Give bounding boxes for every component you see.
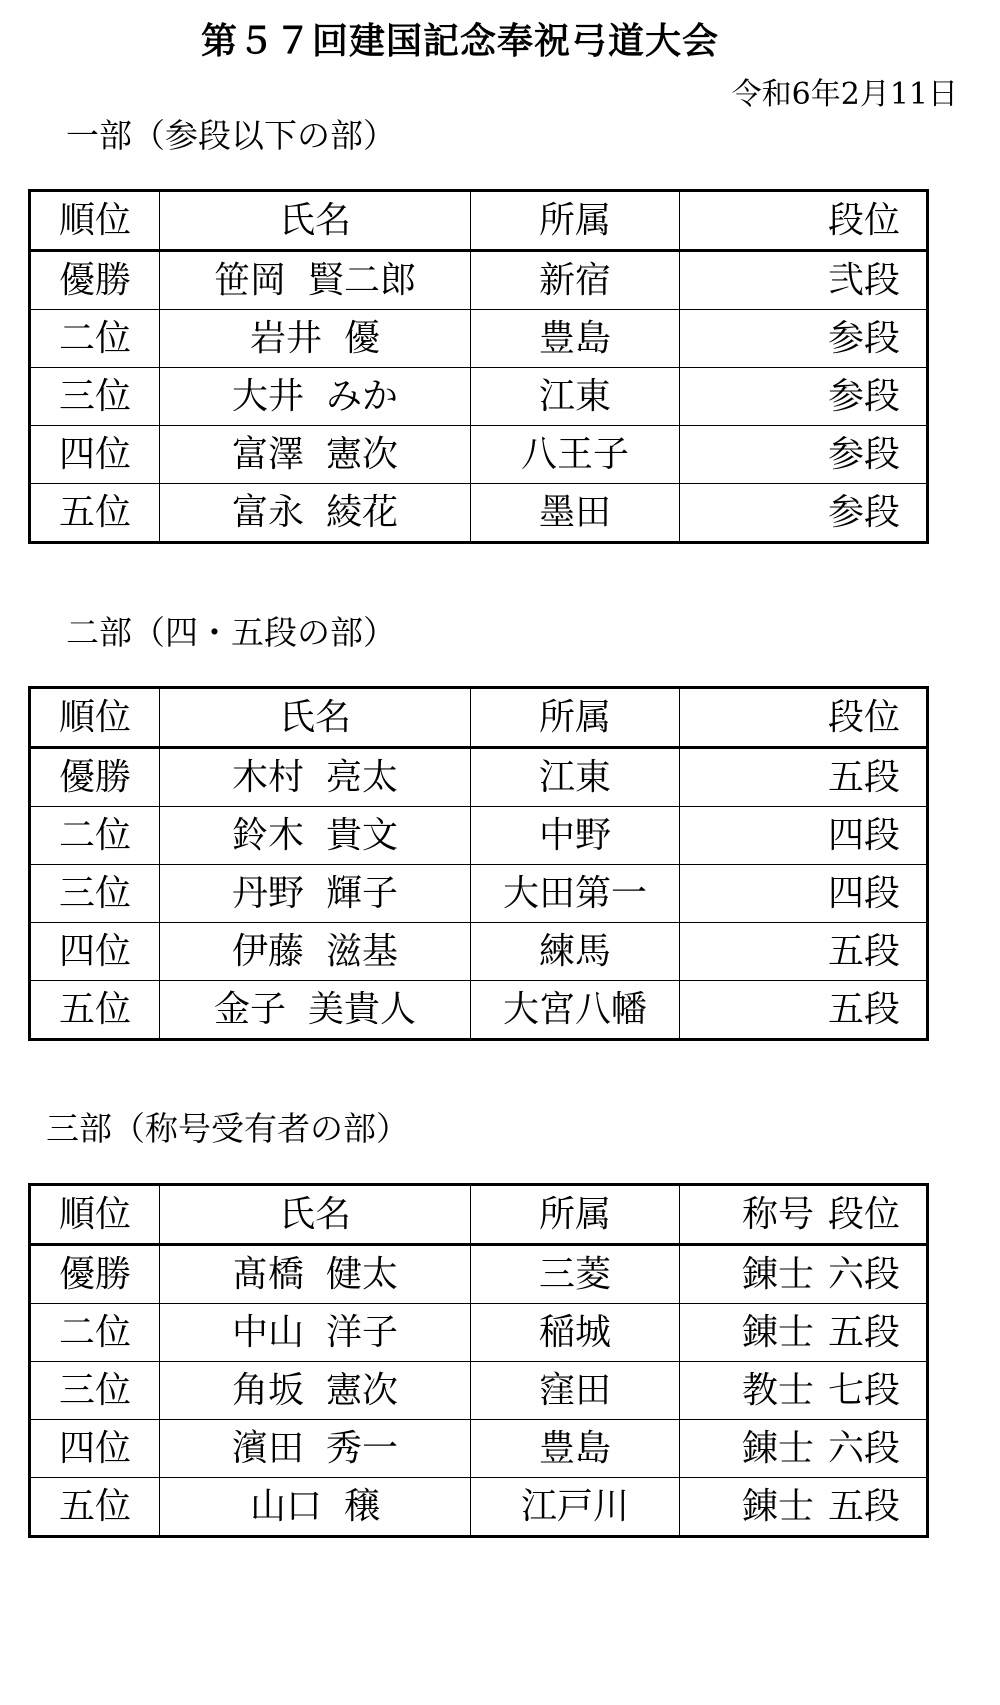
surname: 金子 [213,988,286,1030]
rank-cell: 四位 [30,923,160,981]
results-table-3 [28,1183,929,1538]
grade-cell: 五段 [680,981,928,1040]
name-cell [160,1245,471,1304]
given-name: 賢二郎 [308,259,417,301]
header-rank: 順位 [30,1185,160,1245]
club-cell: 八王子 [471,426,680,484]
given-name: みか [326,375,399,417]
header-grade: 段位 [680,688,928,748]
grade: 六段 [827,1253,900,1295]
club-cell: 窪田 [471,1362,680,1420]
grade-cell: 参段 [680,368,928,426]
table-row [30,1304,928,1362]
table-header-row [30,688,928,748]
rank-cell: 三位 [30,1362,160,1420]
club-cell: 大田第一 [471,865,680,923]
table-row [30,923,928,981]
grade-cell: 弐段 [680,251,928,310]
surname: 角坂 [231,1369,304,1411]
title-grade-cell [680,1304,928,1362]
table-row [30,426,928,484]
header-club: 所属 [471,191,680,251]
grade: 五段 [827,1311,900,1353]
honor-title: 錬士 [741,1253,814,1295]
grade: 六段 [827,1427,900,1469]
rank-cell: 四位 [30,426,160,484]
honor-title: 錬士 [741,1311,814,1353]
given-name: 穣 [344,1485,381,1527]
table-row [30,748,928,807]
surname: 濱田 [231,1427,304,1469]
given-name: 貴文 [326,814,399,856]
name-cell [160,865,471,923]
header-title-grade [680,1185,928,1245]
surname: 笹岡 [213,259,286,301]
given-name: 健太 [326,1253,399,1295]
table-row [30,368,928,426]
given-name: 綾花 [326,491,399,533]
grade-cell: 参段 [680,310,928,368]
rank-cell: 優勝 [30,1245,160,1304]
name-cell [160,1478,471,1537]
surname: 富永 [231,491,304,533]
surname: 山口 [249,1485,322,1527]
club-cell: 大宮八幡 [471,981,680,1040]
title-grade-cell [680,1420,928,1478]
club-cell: 墨田 [471,484,680,543]
header-club: 所属 [471,688,680,748]
given-name: 秀一 [326,1427,399,1469]
rank-cell: 優勝 [30,251,160,310]
header-name: 氏名 [160,1185,471,1245]
table-row [30,251,928,310]
rank-cell: 五位 [30,981,160,1040]
header-rank: 順位 [30,688,160,748]
given-name: 憲次 [326,1369,399,1411]
club-cell: 江戸川 [471,1478,680,1537]
name-cell [160,1420,471,1478]
honor-title: 教士 [741,1369,814,1411]
surname: 大井 [231,375,304,417]
table-row [30,484,928,543]
club-cell: 三菱 [471,1245,680,1304]
rank-cell: 五位 [30,1478,160,1537]
section-heading-2: 二部（四・五段の部） [66,613,396,652]
grade-cell: 参段 [680,426,928,484]
document-title: 第５７回建国記念奉祝弓道大会 [200,20,719,62]
header-name: 氏名 [160,688,471,748]
header-title: 称号 [741,1193,814,1235]
club-cell: 江東 [471,748,680,807]
table-row [30,1478,928,1537]
club-cell: 江東 [471,368,680,426]
results-table-2 [28,686,929,1041]
given-name: 亮太 [326,756,399,798]
rank-cell: 五位 [30,484,160,543]
grade-cell: 四段 [680,807,928,865]
name-cell [160,484,471,543]
surname: 丹野 [231,872,304,914]
surname: 鈴木 [231,814,304,856]
honor-title: 錬士 [741,1427,814,1469]
table-row [30,1420,928,1478]
section-heading-1: 一部（参段以下の部） [66,116,396,155]
table-row [30,1245,928,1304]
given-name: 輝子 [326,872,399,914]
table-header-row [30,191,928,251]
surname: 岩井 [249,317,322,359]
given-name: 優 [344,317,381,359]
name-cell [160,368,471,426]
surname: 木村 [231,756,304,798]
name-cell [160,748,471,807]
grade-cell: 四段 [680,865,928,923]
rank-cell: 四位 [30,1420,160,1478]
name-cell [160,981,471,1040]
header-name: 氏名 [160,191,471,251]
section-heading-3: 三部（称号受有者の部） [46,1109,409,1148]
rank-cell: 三位 [30,865,160,923]
rank-cell: 三位 [30,368,160,426]
header-rank: 順位 [30,191,160,251]
surname: 髙橋 [231,1253,304,1295]
grade: 七段 [827,1369,900,1411]
name-cell [160,923,471,981]
table-row [30,807,928,865]
given-name: 洋子 [326,1311,399,1353]
header-grade: 段位 [827,1193,900,1235]
rank-cell: 優勝 [30,748,160,807]
name-cell [160,807,471,865]
header-grade: 段位 [680,191,928,251]
honor-title: 錬士 [741,1485,814,1527]
name-cell [160,426,471,484]
club-cell: 稲城 [471,1304,680,1362]
table-row [30,981,928,1040]
grade: 五段 [827,1485,900,1527]
table-row [30,1362,928,1420]
rank-cell: 二位 [30,310,160,368]
club-cell: 豊島 [471,310,680,368]
name-cell [160,251,471,310]
club-cell: 新宿 [471,251,680,310]
title-grade-cell [680,1362,928,1420]
grade-cell: 五段 [680,923,928,981]
rank-cell: 二位 [30,1304,160,1362]
name-cell [160,1362,471,1420]
name-cell [160,1304,471,1362]
given-name: 憲次 [326,433,399,475]
grade-cell: 五段 [680,748,928,807]
document-date: 令和6年2月11日 [731,77,958,112]
table-header-row [30,1185,928,1245]
grade-cell: 参段 [680,484,928,543]
name-cell [160,310,471,368]
rank-cell: 二位 [30,807,160,865]
given-name: 美貴人 [308,988,417,1030]
table-row [30,865,928,923]
club-cell: 中野 [471,807,680,865]
header-club: 所属 [471,1185,680,1245]
surname: 富澤 [231,433,304,475]
table-row [30,310,928,368]
surname: 伊藤 [231,930,304,972]
results-table-1 [28,189,929,544]
surname: 中山 [231,1311,304,1353]
title-grade-cell [680,1245,928,1304]
club-cell: 豊島 [471,1420,680,1478]
given-name: 滋基 [326,930,399,972]
title-grade-cell [680,1478,928,1537]
club-cell: 練馬 [471,923,680,981]
